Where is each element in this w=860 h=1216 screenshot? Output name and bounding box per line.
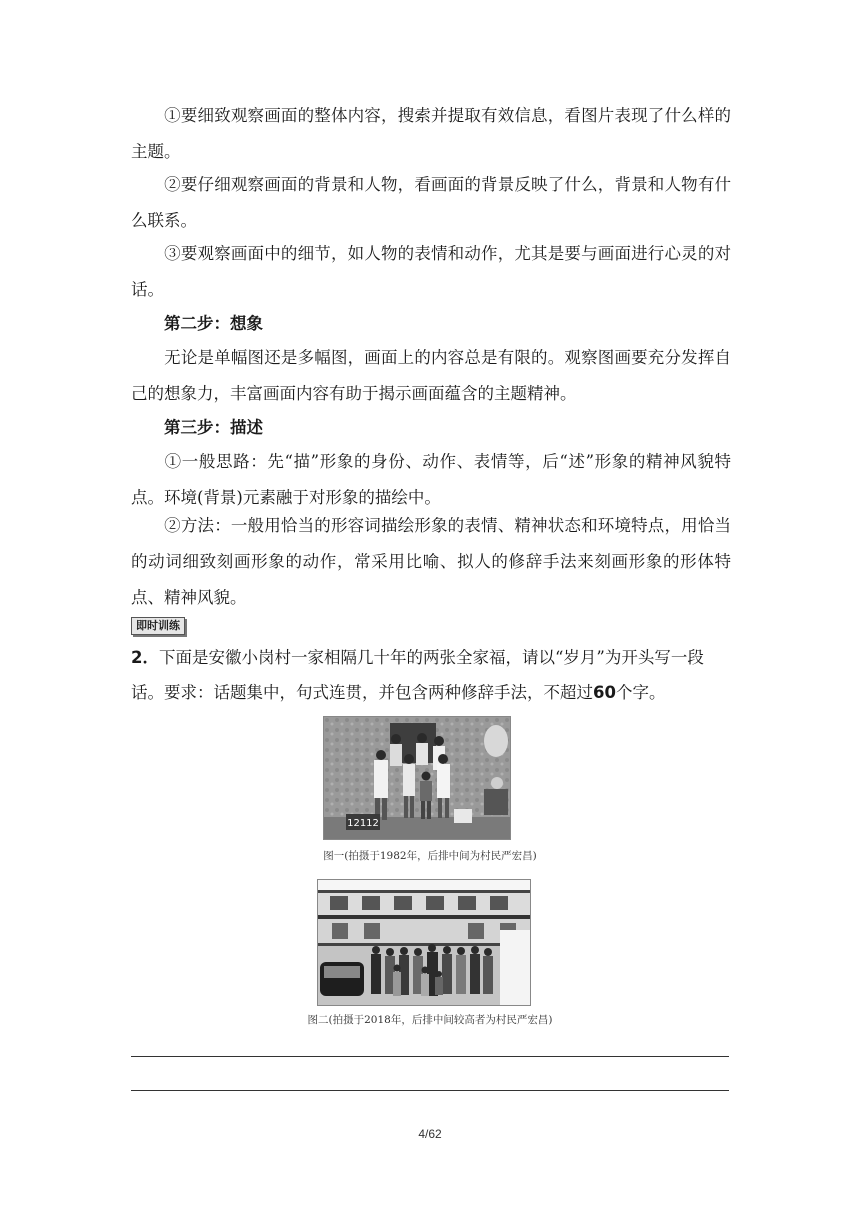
- paragraph-text: ①一般思路：先“描”形象的身份、动作、表情等，后“述”形象的精神风貌特点。环境(背景)元素融于对形象的描绘中。: [131, 452, 731, 507]
- paragraph-text: ②方法：一般用恰当的形容词描绘形象的表情、精神状态和环境特点，用恰当的动词细致刻画形象的动作，常采用比喻、拟人的修辞手法来刻画形象的形体特点、精神风貌。: [131, 516, 731, 607]
- answer-line-2[interactable]: [131, 1090, 729, 1091]
- page-number: 4/62: [418, 1127, 442, 1141]
- paragraph-observe-details: [131, 236, 731, 308]
- step3-heading: 第三步：描述: [164, 418, 263, 437]
- paragraph-imagine: [131, 340, 731, 412]
- figure-2-caption: 图二(拍摄于2018年，后排中间较高者为村民严宏昌): [307, 1014, 553, 1026]
- paragraph-observe-whole: [131, 98, 731, 170]
- question-suffix: 个字。: [615, 683, 666, 702]
- practice-tag: 即时训练: [131, 617, 185, 635]
- photo-2018-image: [318, 880, 530, 1005]
- question-number: 2．: [131, 648, 159, 667]
- family-photo-2018: [317, 879, 531, 1006]
- photo-1982-image: [324, 717, 510, 839]
- step2-heading: 第二步：想象: [164, 314, 263, 333]
- answer-line-1[interactable]: [131, 1056, 729, 1057]
- paragraph-text: 无论是单幅图还是多幅图，画面上的内容总是有限的。观察图画要充分发挥自己的想象力，丰富画面内容有助于揭示画面蕴含的主题精神。: [131, 348, 731, 403]
- exercise-question: [131, 640, 731, 710]
- paragraph-text: ③要观察画面中的细节，如人物的表情和动作，尤其是要与画面进行心灵的对话。: [131, 244, 731, 299]
- paragraph-text: ①要细致观察画面的整体内容，搜索并提取有效信息，看图片表现了什么样的主题。: [131, 106, 731, 161]
- word-limit: 60: [593, 683, 616, 702]
- question-text: 下面是安徽小岗村一家相隔几十年的两张全家福，请以“岁月”为开头写一段话。要求：话题集中，句式连贯，并包含两种修辞手法，不超过: [131, 648, 704, 702]
- paragraph-text: ②要仔细观察画面的背景和人物，看画面的背景反映了什么，背景和人物有什么联系。: [131, 175, 731, 230]
- paragraph-describe-method: [131, 508, 731, 616]
- paragraph-describe-approach: [131, 444, 731, 516]
- family-photo-1982: [323, 716, 511, 840]
- figure-1-caption: 图一(拍摄于1982年，后排中间为村民严宏昌): [323, 850, 537, 862]
- paragraph-observe-background: [131, 167, 731, 239]
- photo-sign: 12112: [347, 818, 379, 829]
